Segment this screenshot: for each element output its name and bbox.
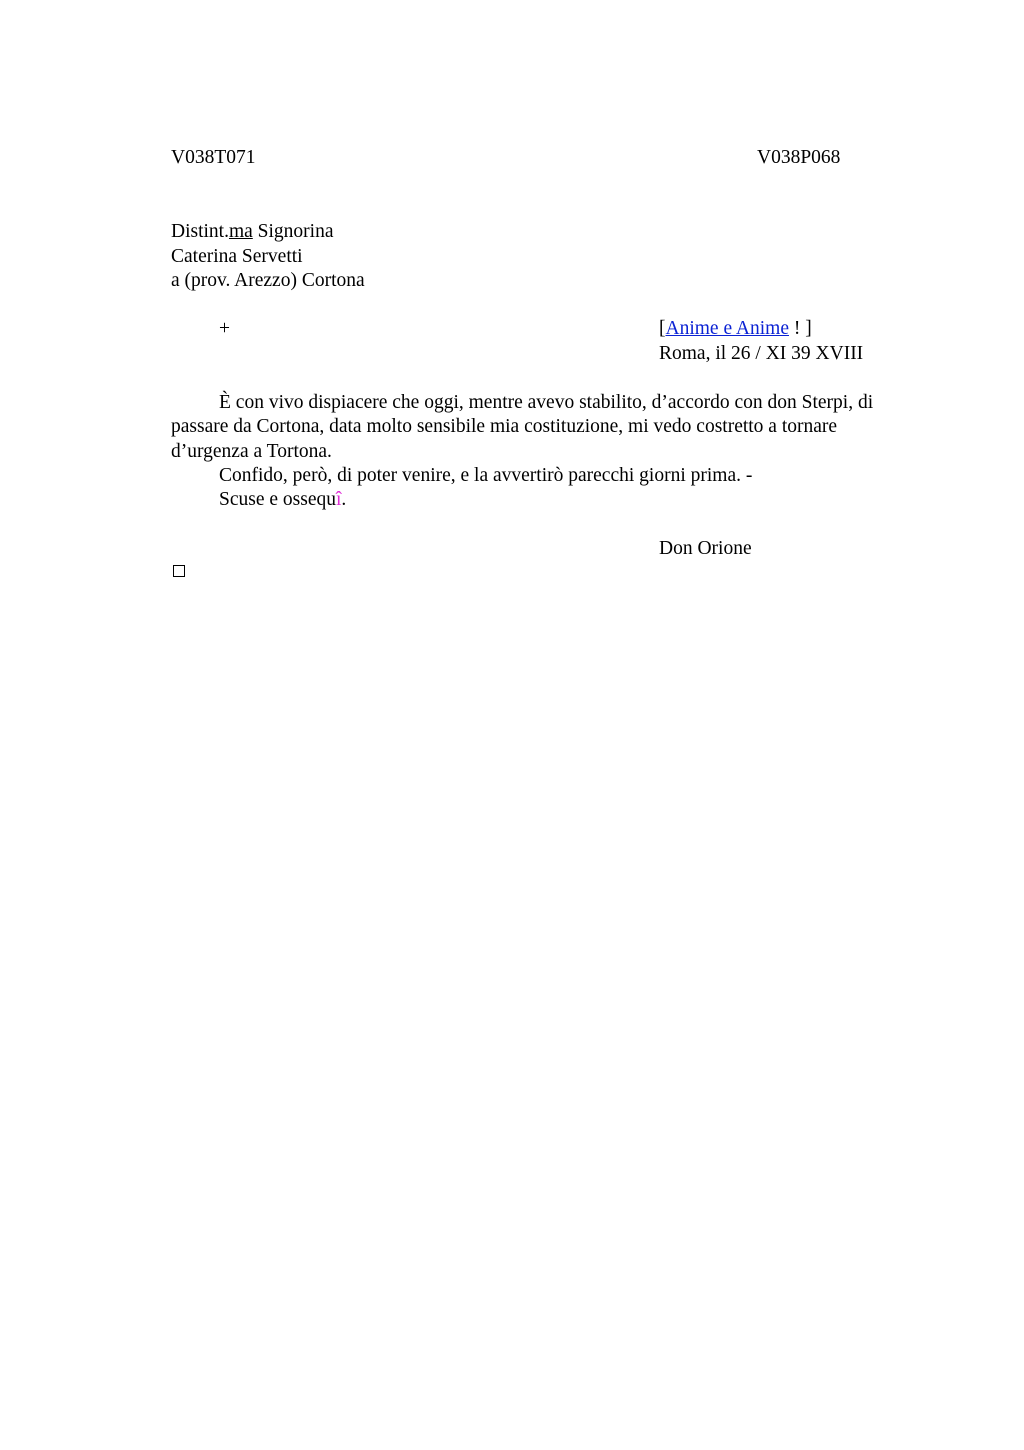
address-line-name: Caterina Servetti [171, 245, 303, 267]
body-paragraph-2: Confido, però, di poter venire, e la avvertirò parecchi giorni prima. - [219, 464, 753, 486]
closing-text: Scuse e ossequ [219, 489, 336, 511]
body-paragraph-1: È con vivo dispiacere che oggi, mentre avevo stabilito, d’accordo con don Sterpi, di passare da Cortona, data molto sensibile mia costituzione, mi vedo costretto a tornare d’urgenza a Tortona. [171, 392, 874, 462]
accented-char: î [335, 489, 342, 511]
place-date: Roma, il 26 / XI 39 XVIII [659, 342, 864, 364]
salutation-underlined: ma [228, 221, 253, 242]
address-line-place: a (prov. Arezzo) Cortona [171, 270, 365, 291]
salutation-prefix: Distint. [171, 221, 229, 242]
address-line-salutation [171, 220, 365, 245]
closing-period: . [341, 489, 347, 511]
dateline-block [659, 317, 863, 366]
signature: Don Orione [659, 538, 752, 559]
publication-reference [659, 317, 863, 342]
recipient-address [171, 220, 365, 294]
salutation-suffix: Signorina [252, 221, 334, 242]
letter-body [171, 391, 901, 512]
cross-symbol: + [219, 318, 230, 339]
document-code-right: V038P068 [757, 147, 841, 168]
bracket-open: [ [659, 318, 666, 339]
bracket-close: ! ] [788, 318, 812, 339]
body-paragraph-3 [171, 488, 901, 512]
document-code-left: V038T071 [171, 147, 256, 168]
end-square-icon [173, 565, 185, 577]
anime-e-anime-link[interactable]: Anime e Anime [665, 318, 789, 339]
